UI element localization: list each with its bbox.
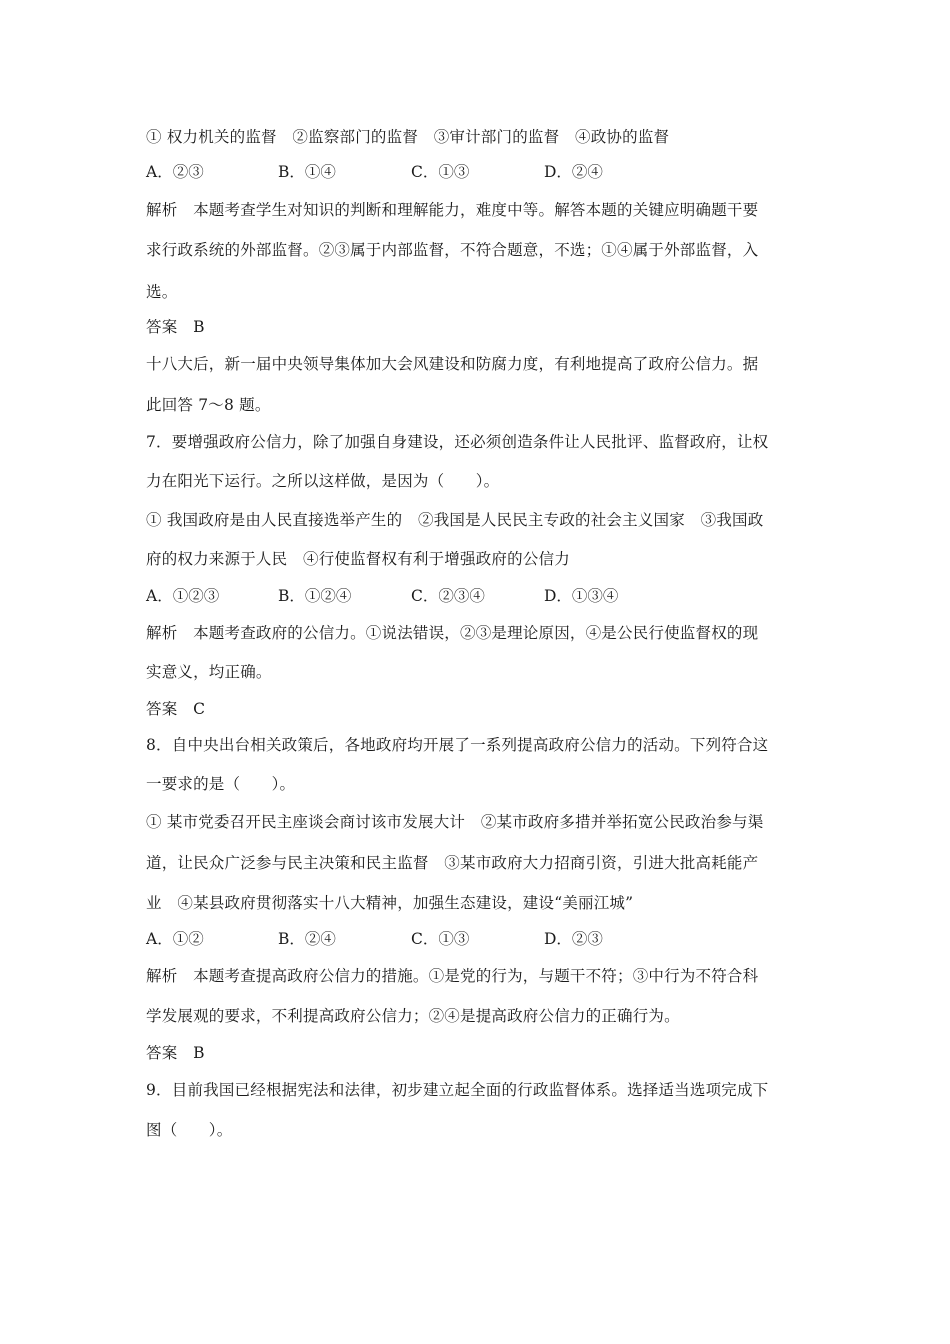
q7-analysis-line-1: 解析 本题考查政府的公信力。①说法错误，②③是理论原因，④是公民行使监督权的现	[146, 624, 759, 642]
q8-analysis-line-1: 解析 本题考查提高政府公信力的措施。①是党的行为，与题干不符；③中行为不符合科	[146, 967, 759, 985]
q7-option-d: D．①③④	[544, 587, 619, 605]
q9-stem-line-1: 9．目前我国已经根据宪法和法律，初步建立起全面的行政监督体系。选择适当选项完成下	[146, 1081, 769, 1099]
q6-analysis-line-1: 解析 本题考查学生对知识的判断和理解能力，难度中等。解答本题的关键应明确题干要	[146, 201, 759, 219]
q6-statements: ① 权力机关的监督 ②监察部门的监督 ③审计部门的监督 ④政协的监督	[146, 128, 670, 146]
q8-analysis-line-2: 学发展观的要求，不利提高政府公信力；②④是提高政府公信力的正确行为。	[146, 1007, 680, 1025]
q8-option-a: A．①②	[146, 930, 204, 948]
q7-option-c: C．②③④	[411, 587, 485, 605]
q8-statements-line-1: ① 某市党委召开民主座谈会商讨该市发展大计 ②某市政府多措并举拓宽公民政治参与渠	[146, 813, 764, 831]
q6-option-b: B．①④	[278, 163, 336, 181]
q8-stem-line-2: 一要求的是（ ）。	[146, 775, 296, 793]
q6-answer: 答案 B	[146, 318, 205, 336]
q7-statements-line-1: ① 我国政府是由人民直接选举产生的 ②我国是人民民主专政的社会主义国家 ③我国政	[146, 511, 764, 529]
q8-option-d: D．②③	[544, 930, 603, 948]
q7-option-a: A．①②③	[146, 587, 220, 605]
intro-line-2: 此回答 7～8 题。	[146, 396, 271, 414]
q6-options	[146, 162, 810, 182]
q7-answer: 答案 C	[146, 700, 206, 718]
q6-analysis-line-2: 求行政系统的外部监督。②③属于内部监督，不符合题意，不选；①④属于外部监督，入	[146, 241, 759, 259]
document-page	[146, 0, 810, 1344]
q7-options	[146, 586, 810, 606]
q8-options	[146, 929, 810, 949]
q6-option-a: A．②③	[146, 163, 204, 181]
q8-stem-line-1: 8．自中央出台相关政策后，各地政府均开展了一系列提高政府公信力的活动。下列符合这	[146, 736, 769, 754]
q8-statements-line-2: 道，让民众广泛参与民主决策和民主监督 ③某市政府大力招商引资，引进大批高耗能产	[146, 854, 759, 872]
q7-stem-line-1: 7．要增强政府公信力，除了加强自身建设，还必须创造条件让人民批评、监督政府，让权	[146, 433, 769, 451]
q6-option-d: D．②④	[544, 163, 603, 181]
q9-stem-line-2: 图（ ）。	[146, 1121, 233, 1139]
q7-statements-line-2: 府的权力来源于人民 ④行使监督权有利于增强政府的公信力	[146, 550, 570, 568]
q8-answer: 答案 B	[146, 1044, 205, 1062]
q6-option-c: C．①③	[411, 163, 470, 181]
q7-option-b: B．①②④	[278, 587, 352, 605]
q7-analysis-line-2: 实意义，均正确。	[146, 663, 272, 681]
q6-analysis-line-3: 选。	[146, 283, 178, 301]
q8-option-c: C．①③	[411, 930, 470, 948]
q8-option-b: B．②④	[278, 930, 336, 948]
intro-line-1: 十八大后，新一届中央领导集体加大会风建设和防腐力度，有利地提高了政府公信力。据	[146, 355, 759, 373]
q7-stem-line-2: 力在阳光下运行。之所以这样做，是因为（ ）。	[146, 472, 500, 490]
q8-statements-line-3: 业 ④某县政府贯彻落实十八大精神，加强生态建设，建设“美丽江城”	[146, 894, 634, 912]
